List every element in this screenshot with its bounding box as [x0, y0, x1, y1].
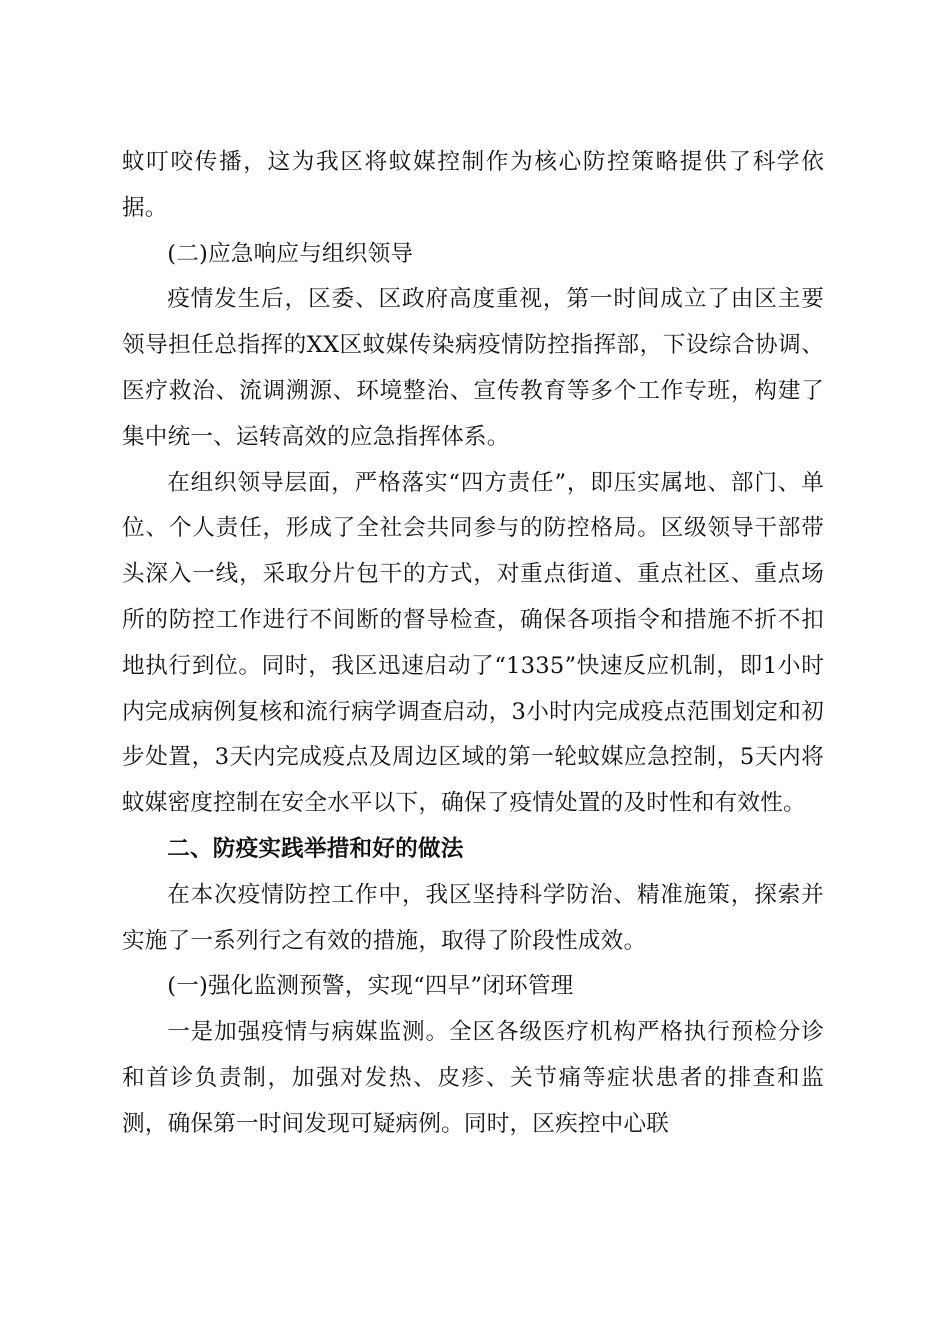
paragraph-practices-intro: 在本次疫情防控工作中，我区坚持科学防治、精准施策，探索并实施了一系列行之有效的措施，取得了阶段性成效。 — [122, 881, 824, 954]
subheading-monitoring: (一)强化监测预警，实现“四早”闭环管理 — [167, 973, 574, 1000]
paragraph-monitoring-detail: 一是加强疫情与病媒监测。全区各级医疗机构严格执行预检分诊和首诊负责制，加强对发热、皮疹、关节痛等症状患者的排查和监测，确保第一时间发现可疑病例。同时，区疾控中心联 — [122, 1019, 824, 1137]
document-body — [122, 140, 824, 1148]
subheading-emergency-response: (二)应急响应与组织领导 — [167, 240, 414, 267]
section-heading-practices: 二、防疫实践举措和好的做法 — [167, 835, 464, 862]
paragraph-command-setup: 疫情发生后，区委、区政府高度重视，第一时间成立了由区主要领导担任总指挥的XX区蚊媒传染病疫情防控指挥部，下设综合协调、医疗救治、流调溯源、环境整治、宣传教育等多个工作专班，构建了集中统一、运转高效的应急指挥体系。 — [122, 286, 824, 450]
paragraph-continuation: 蚊叮咬传播，这为我区将蚊媒控制作为核心防控策略提供了科学依据。 — [122, 149, 824, 221]
paragraph-organization-leadership: 在组织领导层面，严格落实“四方责任”，即压实属地、部门、单位、个人责任，形成了全社会共同参与的防控格局。区级领导干部带头深入一线，采取分片包干的方式，对重点街道、重点社区、重点场所的防控工作进行不间断的督导检查，确保各项指令和措施不折不扣地执行到位。同时，我区迅速启动了“1335”快速反应机制，即1小时内完成病例复核和流行病学调查启动，3小时内完成疫点范围划定和初步处置，3天内完成疫点及周边区域的第一轮蚊媒应急控制，5天内将蚊媒密度控制在安全水平以下，确保了疫情处置的及时性和有效性。 — [122, 469, 824, 817]
